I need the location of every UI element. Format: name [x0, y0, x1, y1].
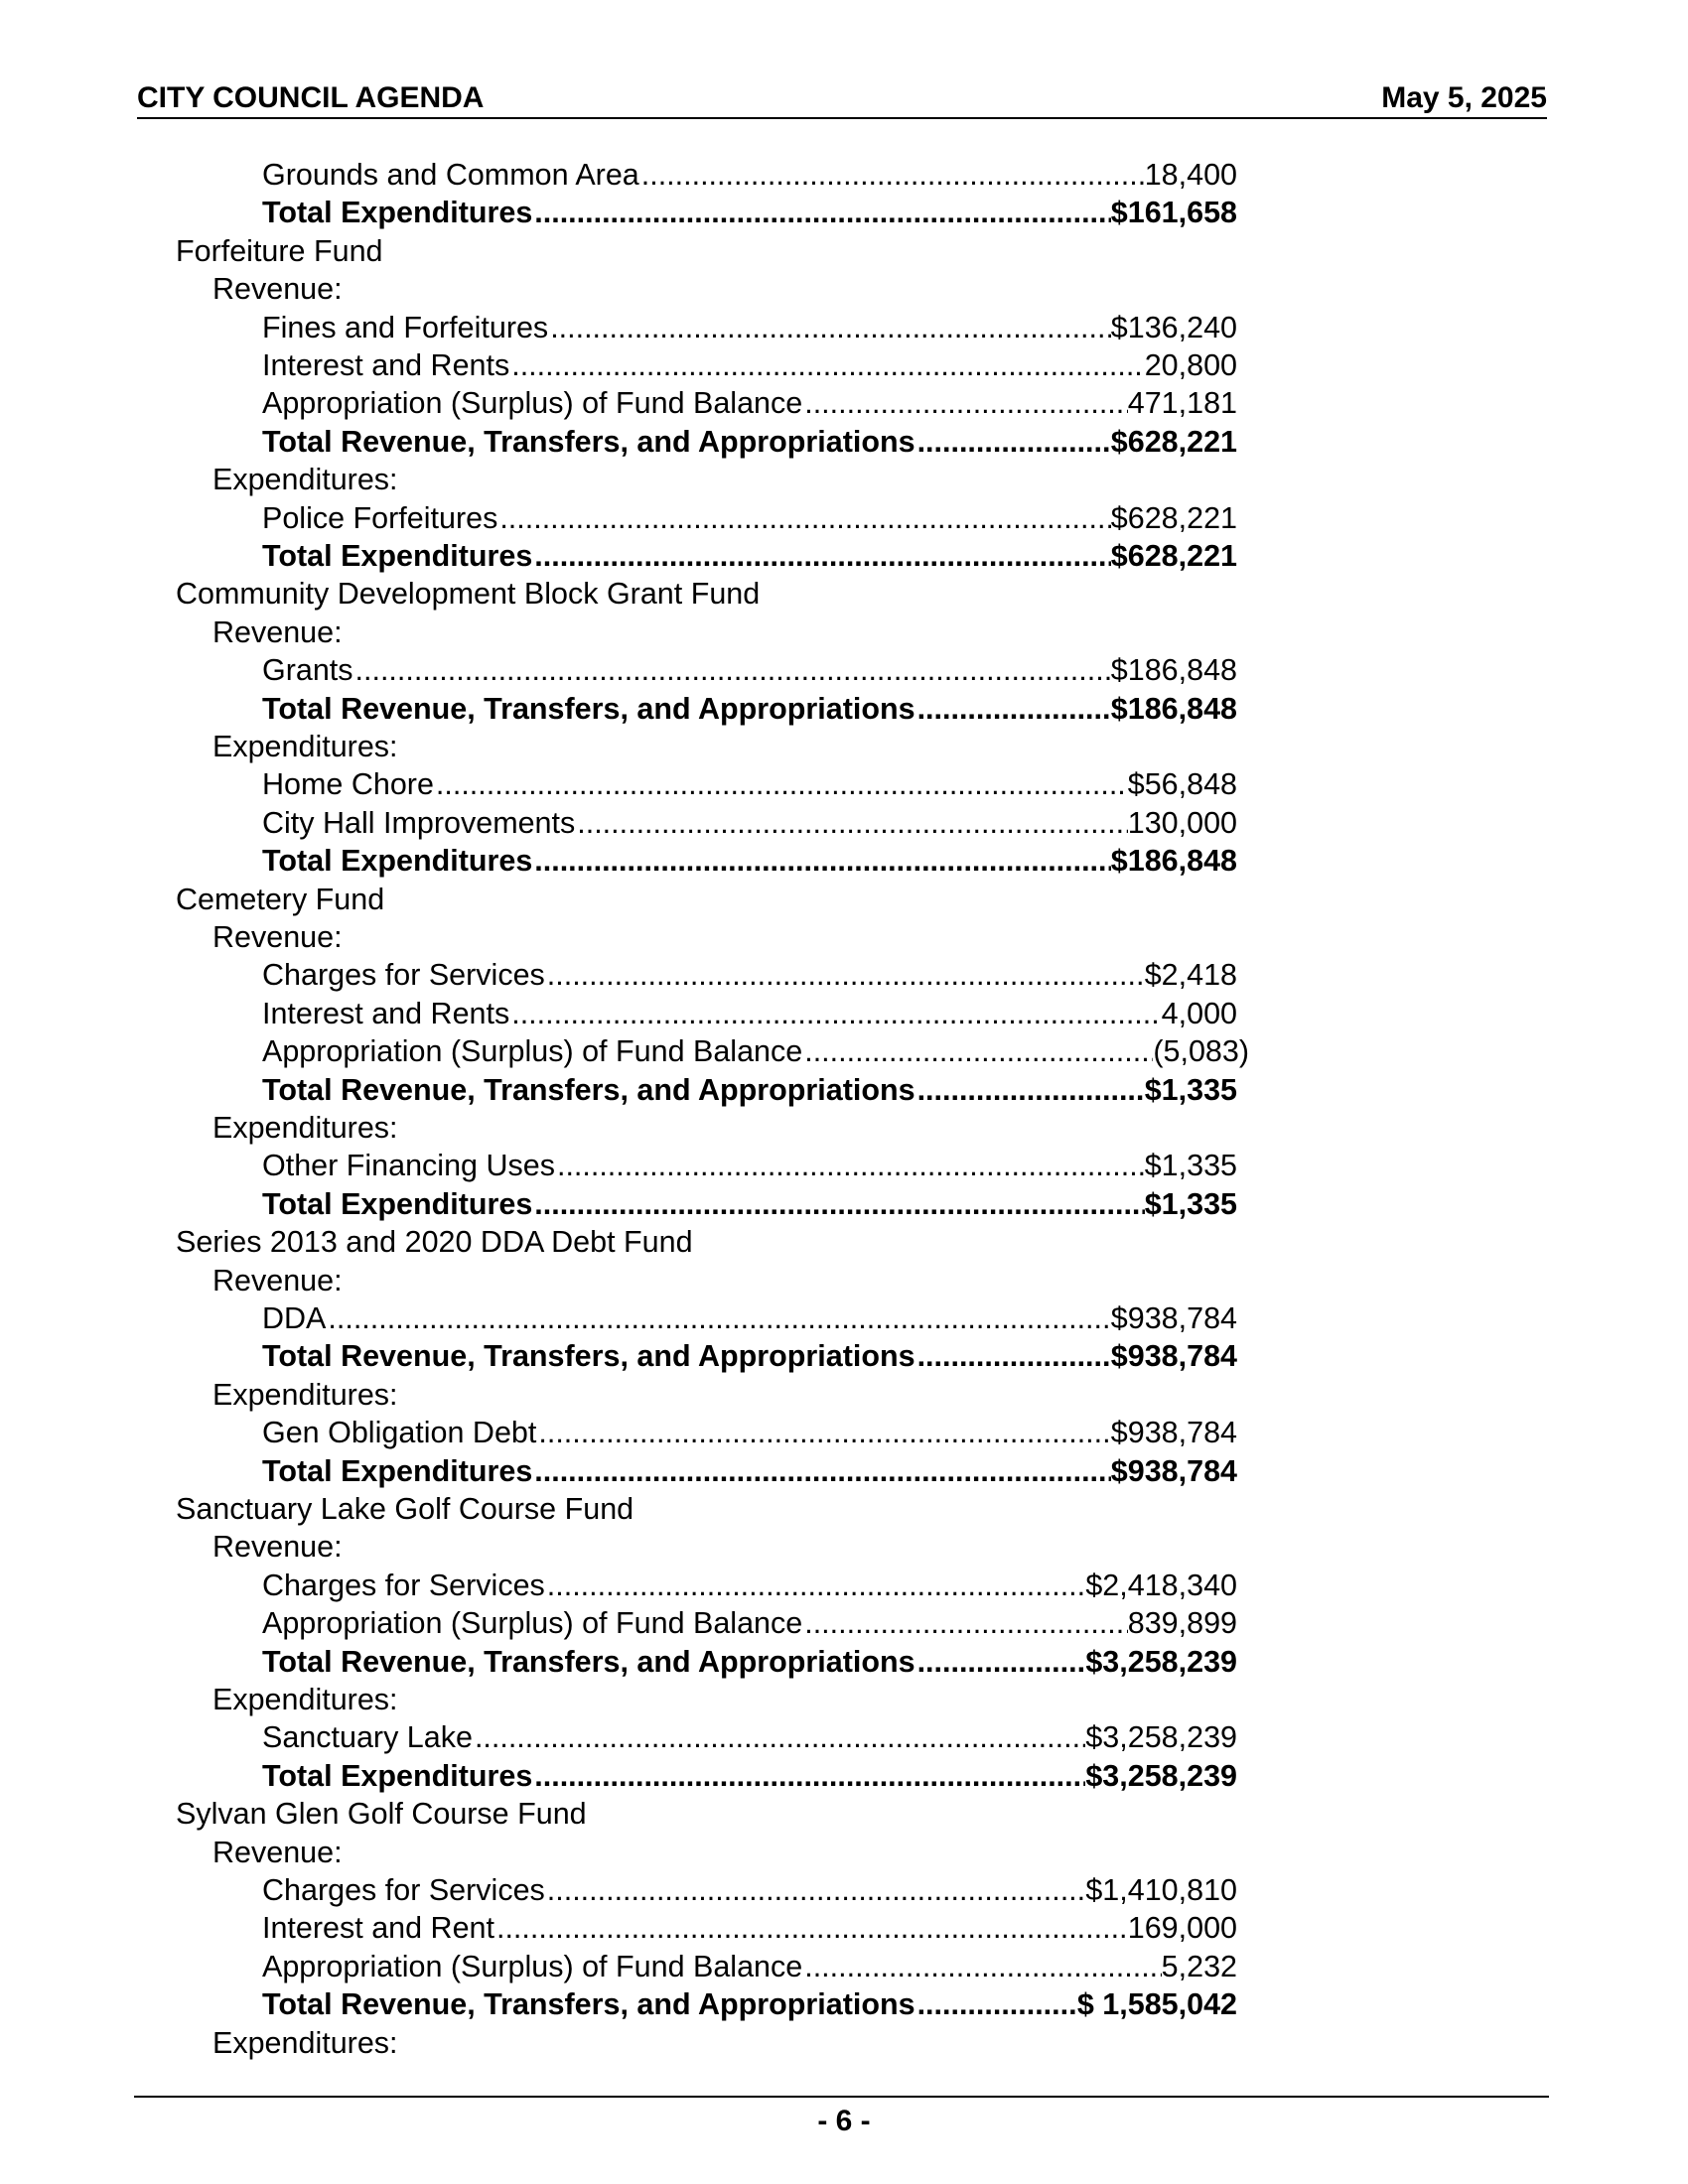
fund-heading: Forfeiture Fund: [176, 234, 383, 268]
line-item-label: Police Forfeitures: [262, 501, 498, 535]
line-item-amount: $186,848: [1110, 653, 1237, 687]
total-line: [262, 1337, 1237, 1375]
line-item-label: Appropriation (Surplus) of Fund Balance: [262, 1606, 803, 1640]
line-item: [262, 1909, 1237, 1947]
line-item-label: Total Revenue, Transfers, and Appropriations: [262, 1987, 915, 2021]
line-item-label: Total Expenditures: [262, 1759, 533, 1793]
line-item-label: Total Expenditures: [262, 196, 533, 229]
dot-leader: [532, 1452, 1111, 1490]
line-item: [262, 1299, 1237, 1337]
line-item-amount: $1,335: [1144, 1149, 1237, 1182]
section-heading: Revenue:: [212, 1530, 343, 1564]
line-item-label: Total Revenue, Transfers, and Appropriations: [262, 1645, 915, 1679]
dot-leader: [915, 1071, 1145, 1109]
section-heading: Expenditures:: [212, 730, 398, 763]
fund-heading: Series 2013 and 2020 DDA Debt Fund: [176, 1225, 693, 1259]
dot-leader: [434, 765, 1128, 803]
line-item-label: Total Revenue, Transfers, and Appropriations: [262, 1339, 915, 1373]
line-item-amount: $3,258,239: [1085, 1720, 1237, 1754]
line-item-label: Total Expenditures: [262, 844, 533, 878]
line-item-amount: $1,410,810: [1085, 1873, 1237, 1907]
total-line: [262, 1643, 1237, 1681]
section-heading: Revenue:: [212, 1836, 343, 1869]
dot-leader: [802, 1032, 1153, 1070]
dot-leader: [494, 1909, 1128, 1947]
section-heading: Revenue:: [212, 272, 343, 306]
agenda-title: CITY COUNCIL AGENDA: [137, 81, 485, 114]
dot-leader: [915, 423, 1111, 461]
line-item-amount: $3,258,239: [1085, 1645, 1237, 1679]
dot-leader: [497, 499, 1110, 537]
line-item-label: Other Financing Uses: [262, 1149, 555, 1182]
line-item-label: Appropriation (Surplus) of Fund Balance: [262, 1950, 803, 1983]
dot-leader: [532, 1185, 1144, 1223]
line-item-label: Total Expenditures: [262, 539, 533, 573]
line-item-label: Appropriation (Surplus) of Fund Balance: [262, 386, 803, 420]
dot-leader: [575, 804, 1128, 842]
line-item-amount: $938,784: [1110, 1301, 1237, 1335]
line-item-amount: 4,000: [1161, 997, 1237, 1030]
total-line: [262, 842, 1237, 880]
line-item: [262, 1567, 1237, 1604]
line-item: [262, 309, 1237, 346]
fund-heading: Sylvan Glen Golf Course Fund: [176, 1797, 587, 1831]
dot-leader: [536, 1414, 1110, 1451]
line-item-amount: $3,258,239: [1085, 1759, 1237, 1793]
line-item-label: Grants: [262, 653, 353, 687]
line-item-amount: $186,848: [1110, 844, 1237, 878]
agenda-date: May 5, 2025: [1381, 81, 1547, 114]
line-item: [262, 1147, 1237, 1184]
dot-leader: [532, 537, 1111, 575]
line-item-amount: $ 1,585,042: [1076, 1987, 1237, 2021]
line-item-label: Interest and Rents: [262, 348, 510, 382]
line-item: [262, 1604, 1237, 1642]
footer-divider: [134, 2096, 1549, 2098]
line-item-label: Appropriation (Surplus) of Fund Balance: [262, 1034, 803, 1068]
total-line: [262, 1071, 1237, 1109]
line-item-label: Total Revenue, Transfers, and Appropriations: [262, 692, 915, 726]
page-header: [137, 79, 1547, 119]
dot-leader: [548, 309, 1111, 346]
line-item: [262, 1871, 1237, 1909]
line-item: [262, 156, 1237, 194]
dot-leader: [545, 956, 1145, 994]
line-item-label: Charges for Services: [262, 1569, 545, 1602]
line-item: [262, 804, 1237, 842]
section-heading: Expenditures:: [212, 1683, 398, 1716]
line-item-amount: $628,221: [1110, 425, 1237, 459]
line-item-amount: $938,784: [1110, 1454, 1237, 1488]
dot-leader: [353, 651, 1111, 689]
line-item: [262, 956, 1237, 994]
total-line: [262, 1452, 1237, 1490]
dot-leader: [915, 1985, 1077, 2023]
section-heading: Revenue:: [212, 1264, 343, 1297]
dot-leader: [915, 690, 1111, 728]
line-item-amount: 18,400: [1144, 158, 1237, 192]
dot-leader: [532, 194, 1111, 231]
line-item-label: Home Chore: [262, 767, 434, 801]
total-line: [262, 537, 1237, 575]
dot-leader: [915, 1643, 1086, 1681]
total-line: [262, 1985, 1237, 2023]
line-item-amount: 471,181: [1127, 386, 1237, 420]
line-item-amount: $1,335: [1144, 1187, 1237, 1221]
line-item-amount: $136,240: [1110, 311, 1237, 344]
total-line: [262, 423, 1237, 461]
line-item-label: Grounds and Common Area: [262, 158, 639, 192]
fund-heading: Community Development Block Grant Fund: [176, 577, 761, 611]
section-heading: Revenue:: [212, 615, 343, 649]
dot-leader: [802, 384, 1128, 422]
dot-leader: [555, 1147, 1145, 1184]
line-item: [262, 1718, 1237, 1756]
dot-leader: [473, 1718, 1085, 1756]
line-item: [262, 1032, 1249, 1070]
line-item-amount: $186,848: [1110, 692, 1237, 726]
line-item-amount: $56,848: [1127, 767, 1237, 801]
line-item: [262, 1948, 1237, 1985]
line-item-label: Interest and Rent: [262, 1911, 494, 1945]
line-item-amount: $1,335: [1144, 1073, 1237, 1107]
line-item-label: Total Expenditures: [262, 1187, 533, 1221]
fund-heading: Sanctuary Lake Golf Course Fund: [176, 1492, 634, 1526]
line-item: [262, 499, 1237, 537]
fund-heading: Cemetery Fund: [176, 883, 385, 916]
total-line: [262, 1185, 1237, 1223]
line-item-amount: $938,784: [1110, 1416, 1237, 1449]
line-item-label: Charges for Services: [262, 958, 545, 992]
line-item: [262, 651, 1237, 689]
dot-leader: [802, 1948, 1161, 1985]
line-item: [262, 995, 1237, 1032]
line-item-label: City Hall Improvements: [262, 806, 576, 840]
line-item-label: Interest and Rents: [262, 997, 510, 1030]
line-item-amount: 5,232: [1161, 1950, 1237, 1983]
dot-leader: [326, 1299, 1110, 1337]
dot-leader: [532, 1757, 1085, 1795]
section-heading: Expenditures:: [212, 1111, 398, 1145]
line-item: [262, 346, 1237, 384]
section-heading: Expenditures:: [212, 463, 398, 496]
line-item-amount: $628,221: [1110, 501, 1237, 535]
line-item-amount: (5,083): [1153, 1034, 1249, 1068]
page-number: - 6 -: [817, 2105, 871, 2137]
line-item-label: Total Expenditures: [262, 1454, 533, 1488]
dot-leader: [509, 346, 1144, 384]
line-item-label: Fines and Forfeitures: [262, 311, 549, 344]
line-item: [262, 384, 1237, 422]
line-item: [262, 765, 1237, 803]
line-item-amount: 20,800: [1144, 348, 1237, 382]
dot-leader: [545, 1871, 1086, 1909]
dot-leader: [509, 995, 1161, 1032]
line-item-amount: 169,000: [1127, 1911, 1237, 1945]
line-item-amount: $2,418,340: [1085, 1569, 1237, 1602]
line-item-amount: 839,899: [1127, 1606, 1237, 1640]
section-heading: Expenditures:: [212, 2026, 398, 2060]
total-line: [262, 1757, 1237, 1795]
line-item: [262, 1414, 1237, 1451]
line-item-label: Sanctuary Lake: [262, 1720, 473, 1754]
total-line: [262, 690, 1237, 728]
dot-leader: [639, 156, 1145, 194]
line-item-amount: $938,784: [1110, 1339, 1237, 1373]
line-item-amount: $2,418: [1144, 958, 1237, 992]
line-item-label: Gen Obligation Debt: [262, 1416, 537, 1449]
line-item-amount: $161,658: [1110, 196, 1237, 229]
line-item-label: Charges for Services: [262, 1873, 545, 1907]
section-heading: Revenue:: [212, 920, 343, 954]
line-item-label: DDA: [262, 1301, 327, 1335]
line-item-label: Total Revenue, Transfers, and Appropriations: [262, 1073, 915, 1107]
dot-leader: [532, 842, 1111, 880]
line-item-label: Total Revenue, Transfers, and Appropriations: [262, 425, 915, 459]
line-item-amount: $628,221: [1110, 539, 1237, 573]
total-line: [262, 194, 1237, 231]
line-item-amount: 130,000: [1127, 806, 1237, 840]
dot-leader: [915, 1337, 1111, 1375]
section-heading: Expenditures:: [212, 1378, 398, 1412]
dot-leader: [545, 1567, 1086, 1604]
dot-leader: [802, 1604, 1128, 1642]
